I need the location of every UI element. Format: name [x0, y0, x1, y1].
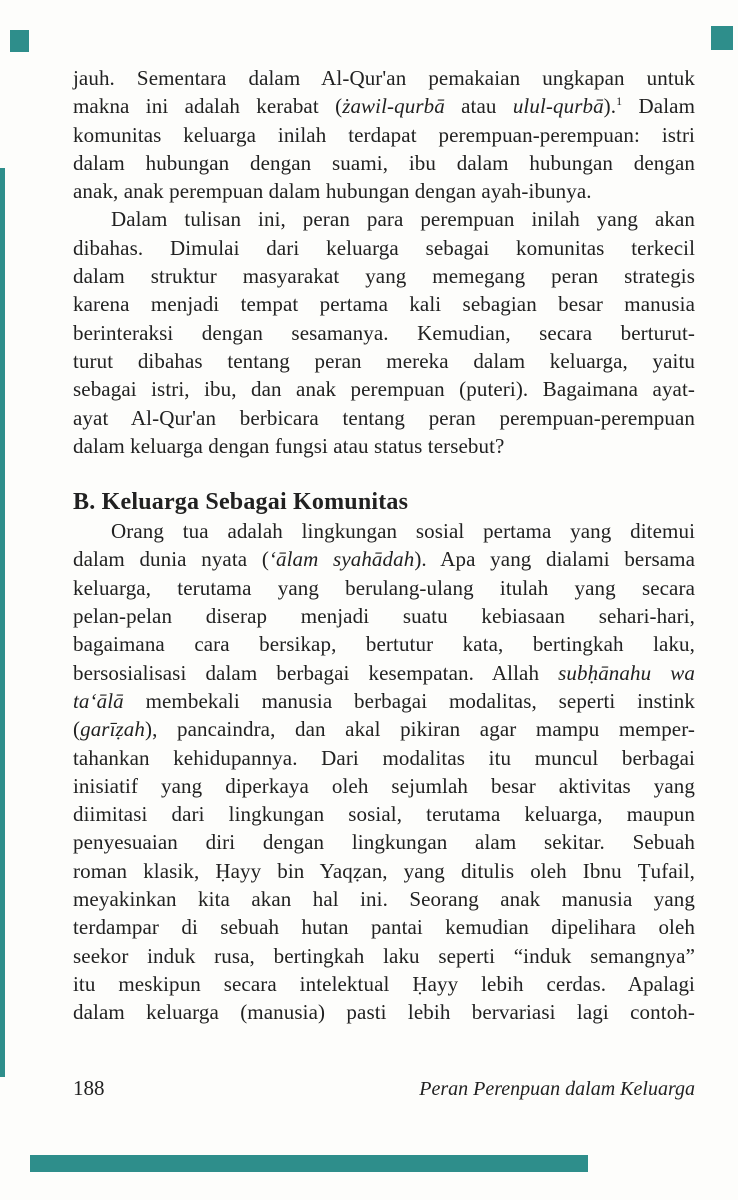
italic-term: ta‘ālā — [73, 688, 124, 713]
paragraph — [73, 64, 695, 205]
text-run: turut dibahas tentang peran mereka dalam keluarga, yaitu — [73, 348, 695, 373]
text-run: berinteraksi dengan sesamanya. Kemudian, secara berturut- — [73, 320, 695, 345]
text-line — [73, 347, 695, 375]
text-line — [73, 319, 695, 347]
text-line — [73, 715, 695, 743]
text-run: terdampar di sebuah hutan pantai kemudian dipelihara oleh — [73, 915, 695, 940]
text-run: pelan-pelan diserap menjadi suatu kebiasaan sehari-hari, — [73, 604, 695, 629]
scan-mark-bottom — [30, 1155, 588, 1172]
text-run: dalam dunia nyata ( — [73, 547, 269, 572]
text-run: anak, anak perempuan dalam hubungan dengan ayah-ibunya. — [73, 179, 592, 204]
text-line — [73, 998, 695, 1026]
text-run: dibahas. Dimulai dari keluarga sebagai komunitas terkecil — [73, 235, 695, 260]
page-footer — [73, 1076, 695, 1101]
section-heading: B. Keluarga Sebagai Komunitas — [73, 489, 409, 516]
text-line — [73, 800, 695, 828]
text-line — [73, 857, 695, 885]
text-line — [73, 744, 695, 772]
italic-term: ‘ālam syahādah — [268, 547, 415, 572]
text-run: membekali manusia berbagai modalitas, seperti instink — [123, 688, 695, 713]
text-run: bagaimana cara bersikap, bertutur kata, bertingkah laku, — [73, 632, 695, 657]
text-line — [73, 517, 695, 545]
text-line — [73, 375, 695, 403]
text-run: dalam keluarga (manusia) pasti lebih bervariasi lagi contoh- — [73, 1000, 695, 1025]
text-line — [73, 121, 695, 149]
text-line — [73, 942, 695, 970]
text-run: komunitas keluarga inilah terdapat perempuan-perempuan: istri — [73, 122, 695, 147]
text-line — [73, 828, 695, 856]
text-run: roman klasik, Ḥayy bin Yaqẓan, yang ditulis oleh Ibnu Ṭufail, — [73, 858, 695, 883]
text-run: dalam struktur masyarakat yang memegang peran strategis — [73, 264, 695, 289]
text-run: ayat Al-Qur'an berbicara tentang peran perempuan-perempuan — [73, 405, 695, 430]
text-run: dalam keluarga dengan fungsi atau status tersebut? — [73, 433, 505, 458]
text-run: seekor induk rusa, bertingkah laku seperti “induk semangnya” — [73, 943, 695, 968]
text-run: dalam hubungan dengan suami, ibu dalam hubungan dengan — [73, 150, 695, 175]
text-run: ). Apa yang dialami bersama — [414, 547, 695, 572]
scan-mark-top-right — [711, 26, 733, 50]
italic-term: żawil-qurbā — [342, 94, 445, 119]
scan-mark-left-edge — [0, 168, 5, 1077]
text-line — [73, 602, 695, 630]
text-line — [73, 970, 695, 998]
italic-term: garīẓah — [80, 717, 145, 742]
text-run: atau — [444, 94, 513, 119]
text-run: ). — [603, 94, 617, 119]
text-line — [73, 913, 695, 941]
paragraph — [73, 205, 695, 460]
text-line — [73, 545, 695, 573]
text-run: Orang tua adalah lingkungan sosial pertama yang ditemui — [111, 519, 695, 544]
italic-term: ulul-qurbā — [512, 94, 604, 119]
text-line — [73, 92, 695, 120]
text-line — [73, 659, 695, 687]
text-run: jauh. Sementara dalam Al-Qur'an pemakaian ungkapan untuk — [73, 66, 695, 90]
text-line — [73, 205, 695, 233]
text-line — [73, 149, 695, 177]
scan-mark-top-left — [10, 30, 29, 52]
text-run: Dalam tulisan ini, peran para perempuan inilah yang akan — [111, 207, 695, 232]
text-run: penyesuaian diri dengan lingkungan alam sekitar. Sebuah — [73, 830, 695, 855]
text-run: meyakinkan kita akan hal ini. Seorang anak manusia yang — [73, 887, 695, 912]
text-run: karena menjadi tempat pertama kali sebagian besar manusia — [73, 292, 695, 317]
text-run: keluarga, terutama yang berulang-ulang itulah yang secara — [73, 575, 695, 600]
text-line — [73, 234, 695, 262]
text-line — [73, 885, 695, 913]
text-run: Dalam — [622, 94, 696, 119]
text-line — [73, 177, 695, 205]
text-line — [73, 574, 695, 602]
text-run: diimitasi dari lingkungan sosial, terutama keluarga, maupun — [73, 802, 695, 827]
page-content — [73, 64, 695, 1027]
running-title: Peran Perenpuan dalam Keluarga — [419, 1078, 695, 1100]
text-line — [73, 262, 695, 290]
text-run: tahankan kehidupannya. Dari modalitas itu muncul berbagai — [73, 745, 695, 770]
text-line — [73, 64, 695, 92]
paragraph — [73, 517, 695, 1026]
text-line — [73, 290, 695, 318]
text-line — [73, 630, 695, 658]
text-run: itu meskipun secara intelektual Ḥayy lebih cerdas. Apalagi — [73, 971, 695, 996]
footnote-marker: 1 — [616, 94, 623, 109]
page-number: 188 — [73, 1076, 105, 1100]
text-line — [73, 687, 695, 715]
text-run: makna ini adalah kerabat ( — [73, 94, 343, 119]
text-line — [73, 772, 695, 800]
text-line — [73, 404, 695, 432]
text-run: ), pancaindra, dan akal pikiran agar mampu memper- — [144, 717, 695, 742]
text-line — [73, 432, 695, 460]
text-run: inisiatif yang diperkaya oleh sejumlah besar aktivitas yang — [73, 773, 695, 798]
text-run: ( — [73, 717, 81, 742]
italic-term: subḥānahu wa — [558, 660, 695, 685]
text-run: bersosialisasi dalam berbagai kesempatan. Allah — [73, 660, 559, 685]
text-run: sebagai istri, ibu, dan anak perempuan (puteri). Bagaimana ayat- — [73, 377, 695, 402]
